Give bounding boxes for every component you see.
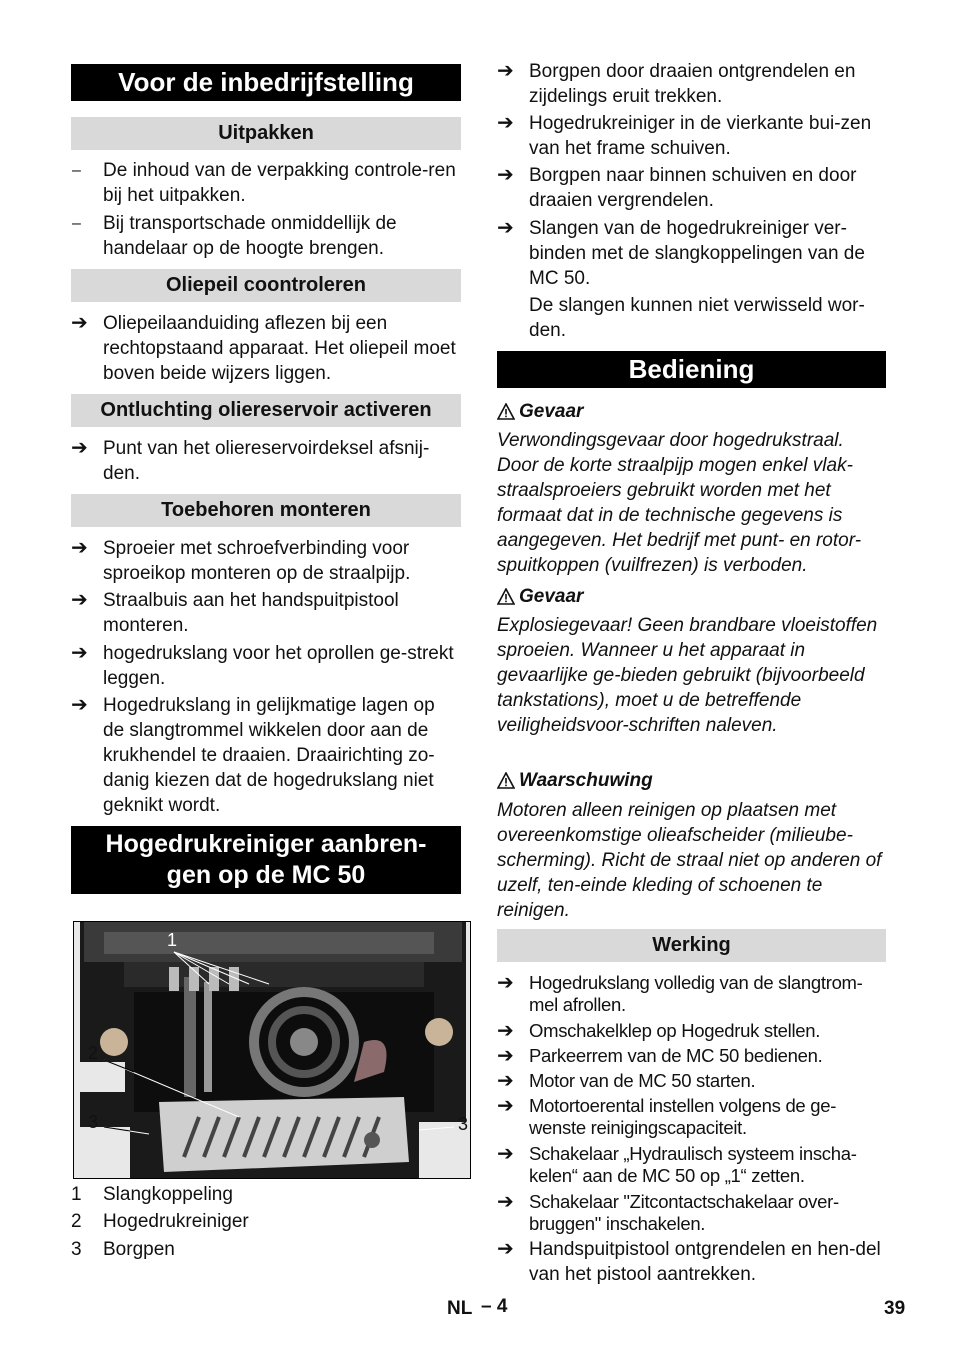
page-number: 39 <box>884 1298 906 1319</box>
list-item: ➔ Straalbuis aan het handspuitpistool monteren. <box>71 589 399 636</box>
warning-triangle-icon <box>497 402 519 427</box>
arrow-icon: ➔ <box>71 642 88 664</box>
list-item: ➔ Oliepeilaanduiding aflezen bij een rechtopstaand apparaat. Het oliepeil moet boven beide wijzers liggen. <box>71 312 456 384</box>
list-item: ➔ Handspuitpistool ontgrendelen en hen-del van het pistool aantrekken. <box>497 1238 881 1285</box>
arrow-icon: ➔ <box>497 112 514 134</box>
list-item: ➔ Hogedrukreiniger in de vierkante bui-zen van het frame schuiven. <box>497 112 872 159</box>
machine-illustration <box>74 922 471 1179</box>
list-item: ➔ Motortoerental instellen volgens de ge-wenste reinigingscapaciteit. <box>497 1095 837 1138</box>
heading-uitpakken: Uitpakken <box>71 117 461 150</box>
arrow-icon: ➔ <box>497 972 514 994</box>
footer-language: NL <box>447 1298 473 1319</box>
list-item: ➔ Schakelaar „Hydraulisch systeem inscha-kelen“ aan de MC 50 op „1“ zetten. <box>497 1143 857 1186</box>
heading-oliepeil: Oliepeil coontroleren <box>71 269 461 302</box>
arrow-icon: ➔ <box>497 164 514 186</box>
heading-voor-de-inbedrijfstelling: Voor de inbedrijfstelling <box>71 64 461 101</box>
arrow-icon: ➔ <box>497 1143 514 1165</box>
photo-hogedrukreiniger-mc50 <box>73 921 471 1179</box>
callout-3-right: 3 <box>458 1114 469 1134</box>
callout-1: 1 <box>167 930 178 950</box>
list-item: ➔ Borgpen door draaien ontgrendelen en zijdelings eruit trekken. <box>497 60 856 107</box>
warning-gevaar-2: Gevaar <box>497 584 583 612</box>
heading-toebehoren: Toebehoren monteren <box>71 494 461 527</box>
warning-triangle-icon <box>497 587 519 612</box>
warning-text-2: Explosiegevaar! Geen brandbare vloeistoffen sproeien. Wanneer u het apparaat in gevaarlijke ge-bieden gebruikt (bijvoorbeeld tankstations), moet u de betreffende veiligheidsvoor-schriften naleven. <box>497 615 878 736</box>
arrow-icon: ➔ <box>71 437 88 459</box>
heading-aanbrengen: Hogedrukreiniger aanbren- gen op de MC 50 <box>71 826 461 894</box>
arrow-icon: ➔ <box>71 312 88 334</box>
list-item: ➔ Sproeier met schroefverbinding voor sproeikop monteren op de straalpijp. <box>71 537 411 584</box>
arrow-icon: ➔ <box>497 217 514 239</box>
heading-ontluchting: Ontluchting oliereservoir activeren <box>71 394 461 427</box>
warning-triangle-icon <box>497 771 519 796</box>
list-item: ➔ Hogedrukslang volledig van de slangtrom-mel afrollen. <box>497 972 863 1015</box>
arrow-icon: ➔ <box>497 1020 514 1042</box>
footer-section-page: – 4 <box>481 1296 508 1317</box>
callout-3-left: 3 <box>88 1112 99 1132</box>
arrow-icon: ➔ <box>497 1238 514 1260</box>
arrow-icon: ➔ <box>497 60 514 82</box>
list-item: ➔ Schakelaar "Zitcontactschakelaar over-bruggen" inschakelen. <box>497 1191 839 1234</box>
warning-text-1: Verwondingsgevaar door hogedrukstraal. Door de korte straalpijp mogen enkel vlak-straalsproeiers gebruikt worden met het formaat dat in de technische gegevens is aangegeven. Het bedrijf met punt- en rotor-spuitkoppen (vuilfrezen) is verboden. <box>497 430 862 576</box>
list-item: ➔ Punt van het oliereservoirdeksel afsnij-den. <box>71 437 430 484</box>
arrow-icon: ➔ <box>497 1045 514 1067</box>
arrow-icon: ➔ <box>497 1191 514 1213</box>
list-item: ➔ Motor van de MC 50 starten. <box>497 1070 756 1092</box>
list-item: ➔ hogedrukslang voor het oprollen ge-strekt leggen. <box>71 642 454 689</box>
arrow-icon: ➔ <box>71 537 88 559</box>
heading-bediening: Bediening <box>497 351 886 388</box>
note-text: De slangen kunnen niet verwisseld wor-den. <box>529 295 865 341</box>
dash-icon: – <box>72 215 81 232</box>
warning-waarschuwing: Waarschuwing <box>497 768 653 796</box>
dash-icon: – <box>72 162 81 179</box>
arrow-icon: ➔ <box>497 1070 514 1092</box>
list-item: ➔ Omschakelklep op Hogedruk stellen. <box>497 1020 821 1042</box>
list-item: – De inhoud van de verpakking controle-ren bij het uitpakken. <box>72 160 456 206</box>
warning-gevaar-1: Gevaar <box>497 399 583 427</box>
list-item: ➔ Slangen van de hogedrukreiniger ver-binden met de slangkoppelingen van de MC 50. <box>497 217 865 289</box>
list-item: ➔ Borgpen naar binnen schuiven en door draaien vergrendelen. <box>497 164 857 211</box>
callout-2: 2 <box>88 1043 99 1063</box>
warning-text-3: Motoren alleen reinigen op plaatsen met overeenkomstige olieafscheider (milieube-scherming). Richt de straal niet op anderen of uzelf, ten-einde kleding of schoenen te reinigen. <box>497 800 882 921</box>
arrow-icon: ➔ <box>71 694 88 716</box>
arrow-icon: ➔ <box>71 589 88 611</box>
list-item: – Bij transportschade onmiddellijk de handelaar op de hoogte brengen. <box>72 213 397 259</box>
list-item: ➔ Parkeerrem van de MC 50 bedienen. <box>497 1045 823 1067</box>
arrow-icon: ➔ <box>497 1095 514 1117</box>
heading-werking: Werking <box>497 929 886 962</box>
list-item: ➔ Hogedrukslang in gelijkmatige lagen op de slangtrommel wikkelen door aan de krukhendel te draaien. Draairichting zo-danig kiezen dat de hogedrukslang niet geknikt wordt. <box>71 694 435 816</box>
